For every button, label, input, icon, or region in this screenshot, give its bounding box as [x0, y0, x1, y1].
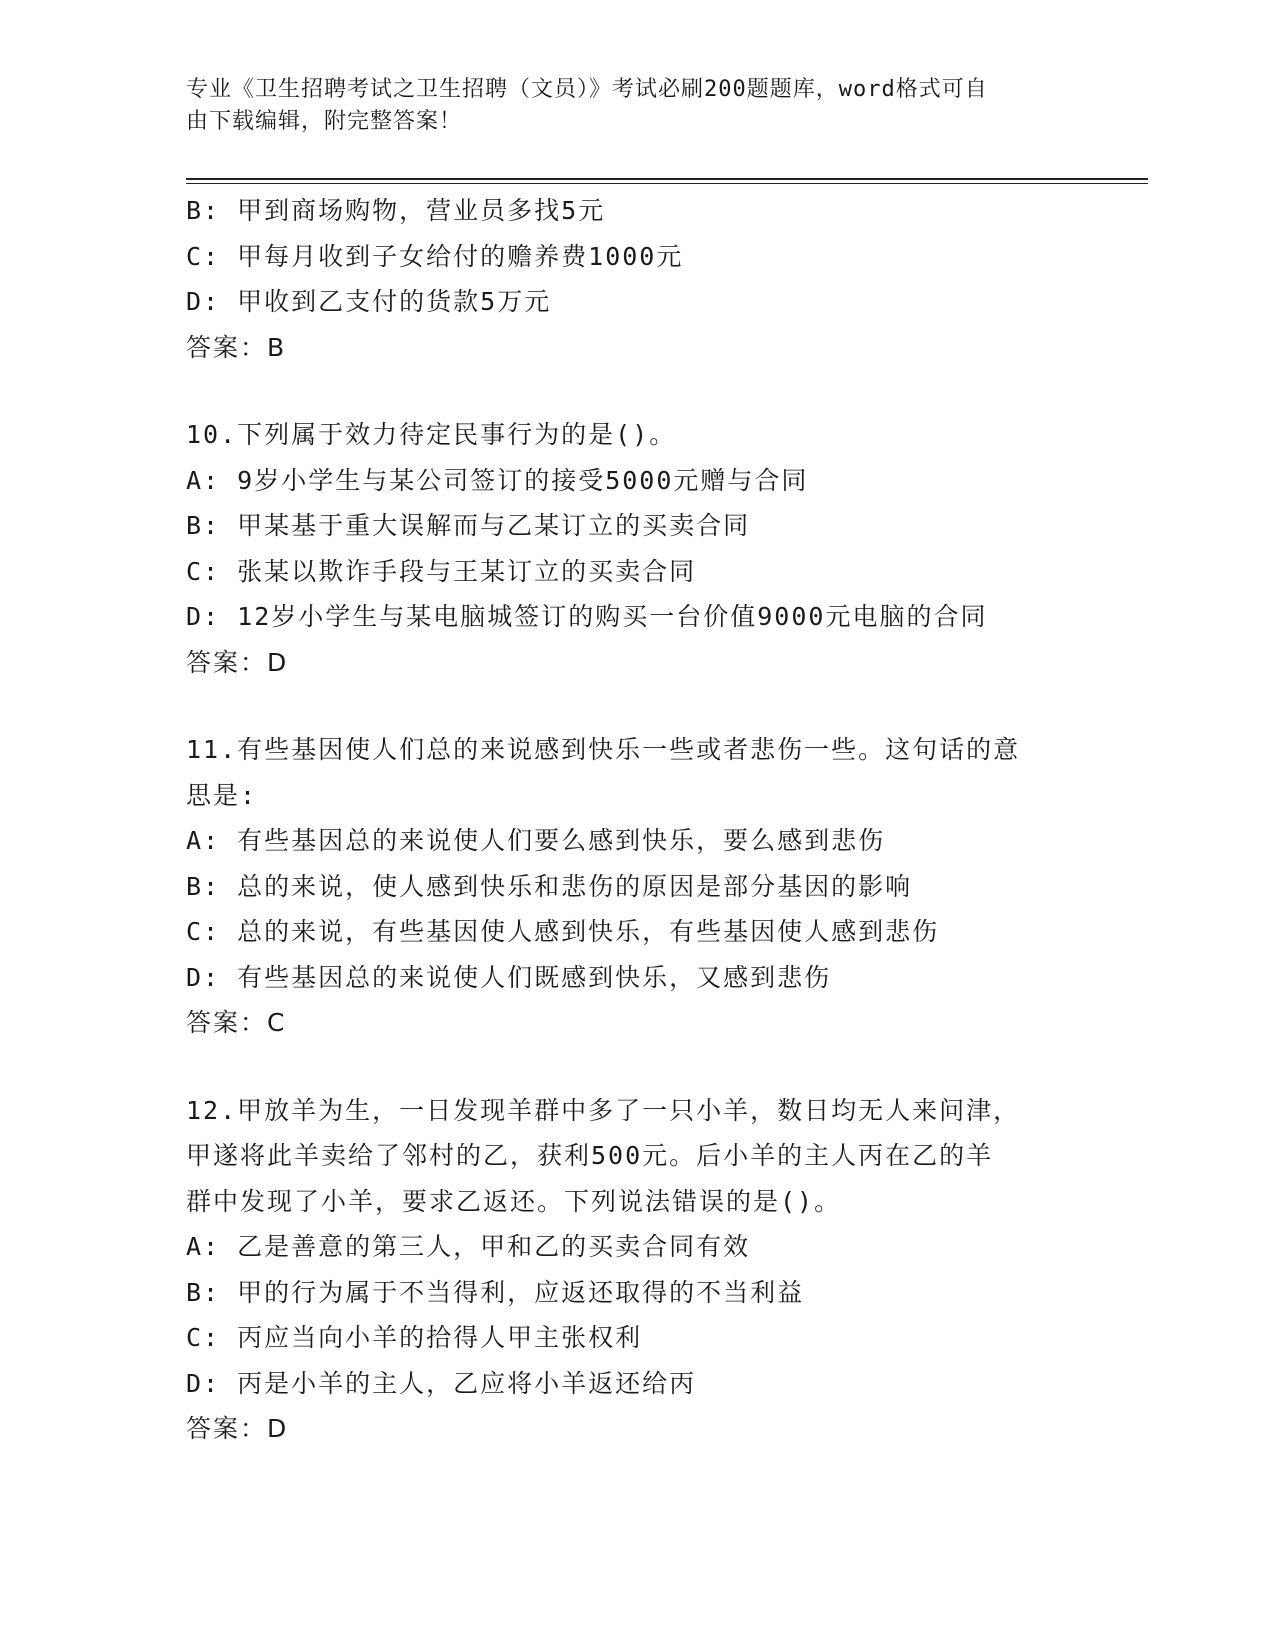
header-divider — [186, 178, 1148, 184]
question-12 — [186, 1088, 1086, 1452]
question-list — [186, 188, 1086, 1452]
question-10 — [186, 412, 1086, 685]
option-b: B: 甲的行为属于不当得利，应返还取得的不当利益 — [186, 1277, 805, 1307]
question-text-line-3: 群中发现了小羊，要求乙返还。下列说法错误的是()。 — [186, 1186, 842, 1216]
option-c: C: 甲每月收到子女给付的赡养费1000元 — [186, 241, 684, 271]
answer: 答案：D — [186, 647, 289, 677]
answer: 答案：B — [186, 332, 287, 362]
option-c: C: 丙应当向小羊的拾得人甲主张权利 — [186, 1323, 643, 1352]
option-d: D: 12岁小学生与某电脑城签订的购买一台价值9000元电脑的合同 — [186, 602, 988, 631]
option-a: A: 9岁小学生与某公司签订的接受5000元赠与合同 — [186, 465, 809, 495]
question-text: 10.下列属于效力待定民事行为的是()。 — [186, 420, 677, 449]
option-a: A: 有些基因总的来说使人们要么感到快乐，要么感到悲伤 — [186, 826, 886, 855]
option-a: A: 乙是善意的第三人，甲和乙的买卖合同有效 — [186, 1232, 751, 1261]
option-b: B: 甲到商场购物，营业员多找5元 — [186, 196, 606, 225]
question-text-line-1: 12.甲放羊为生，一日发现羊群中多了一只小羊，数日均无人来问津， — [186, 1095, 1021, 1125]
question-11 — [186, 727, 1086, 1046]
option-d: D: 丙是小羊的主人，乙应将小羊返还给丙 — [186, 1368, 697, 1398]
option-b: B: 总的来说，使人感到快乐和悲伤的原因是部分基因的影响 — [186, 871, 913, 901]
document-header — [186, 74, 1066, 138]
option-b: B: 甲某基于重大误解而与乙某订立的买卖合同 — [186, 511, 751, 540]
option-d: D: 甲收到乙支付的货款5万元 — [186, 287, 552, 316]
header-line-1: 专业《卫生招聘考试之卫生招聘（文员）》考试必刷200题题库，word格式可自 — [186, 77, 988, 102]
question-text-line-1: 11.有些基因使人们总的来说感到快乐一些或者悲伤一些。这句话的意 — [186, 735, 1021, 764]
option-d: D: 有些基因总的来说使人们既感到快乐，又感到悲伤 — [186, 962, 832, 992]
answer: 答案：C — [186, 1008, 287, 1037]
answer: 答案：D — [186, 1414, 289, 1443]
option-c: C: 总的来说，有些基因使人感到快乐，有些基因使人感到悲伤 — [186, 917, 940, 946]
question-9 — [186, 188, 1086, 370]
option-c: C: 张某以欺诈手段与王某订立的买卖合同 — [186, 556, 697, 586]
question-text-line-2: 思是: — [186, 780, 258, 810]
question-text-line-2: 甲遂将此羊卖给了邻村的乙，获利500元。后小羊的主人丙在乙的羊 — [186, 1141, 994, 1170]
header-line-2: 由下载编辑，附完整答案！ — [186, 109, 463, 134]
